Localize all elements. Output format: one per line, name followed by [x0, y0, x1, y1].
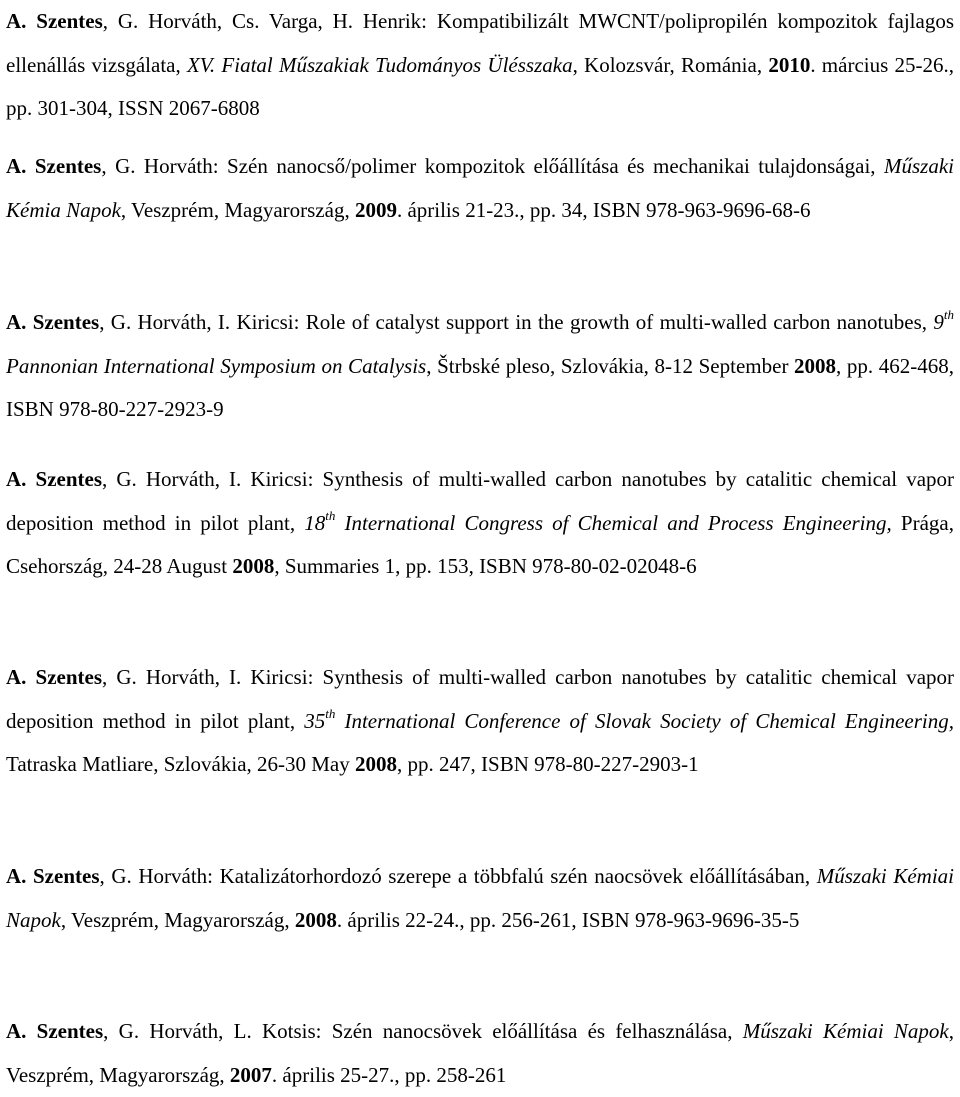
location: , Veszprém, Magyarország,: [6, 1019, 954, 1087]
venue: International Conference of Slovak Society of Chemical Engineering,: [335, 708, 954, 733]
location: Tatraska Matliare, Szlovákia, 26-30 May: [6, 752, 356, 776]
location: Prága, Csehország, 24-28 August: [6, 510, 954, 578]
coauthors: , G. Horváth, I. Kiricsi:: [102, 665, 323, 689]
year: 2009: [354, 197, 397, 222]
paper-title: Katalizátorhordozó szerepe a többfalú szén naocsövek előállításában,: [219, 864, 817, 888]
author-name: A. Szentes: [6, 467, 103, 491]
pages-isbn: , Summaries 1, pp. 153, ISBN 978-80-02-02048-6: [274, 554, 697, 578]
year: 2008: [794, 353, 837, 378]
venue: Műszaki Kémiai Napok: [6, 864, 954, 932]
paper-title: Szén nanocsövek előállítása és felhasználása,: [331, 1019, 743, 1043]
pages-isbn: , pp. 247, ISBN 978-80-227-2903-1: [397, 752, 699, 776]
paper-title: Synthesis of multi-walled carbon nanotubes by catalitic chemical vapor deposition method in pilot plant,: [6, 665, 955, 733]
reference-item: [6, 656, 954, 787]
year: 2008: [294, 907, 337, 932]
ordinal: 9: [933, 310, 944, 334]
paper-title: Synthesis of multi-walled carbon nanotubes by catalitic chemical vapor deposition method in pilot plant,: [6, 467, 955, 535]
venue: Pannonian International Symposium on Catalysis: [6, 353, 427, 378]
ordinal: 35: [304, 708, 326, 733]
author-name: A. Szentes: [6, 864, 100, 888]
reference-item: [6, 0, 954, 131]
location: , Štrbské pleso, Szlovákia, 8-12 September: [426, 353, 795, 378]
paper-title: Kompatibilizált MWCNT/polipropilén kompozitok fajlagos ellenállás vizsgálata,: [6, 9, 954, 77]
reference-item: [6, 855, 954, 942]
coauthors: , G. Horváth, I. Kiricsi:: [99, 310, 306, 334]
pages-issn: . március 25-26., pp. 301-304, ISSN 2067-6808: [6, 52, 954, 120]
venue: International Congress of Chemical and Process Engineering,: [335, 510, 892, 535]
ordinal-suffix: th: [943, 307, 954, 322]
venue: Fiatal Műszakiak Tudományos Ülésszaka: [221, 52, 573, 77]
coauthors: , G. Horváth, Cs. Varga, H. Henrik:: [102, 9, 437, 33]
year: 2010: [768, 52, 811, 77]
reference-item: [6, 458, 954, 589]
year: 2008: [355, 752, 398, 776]
ordinal-suffix: th: [325, 705, 336, 721]
venue: Műszaki Kémiai Napok: [742, 1019, 949, 1043]
location: , Veszprém, Magyarország,: [120, 197, 355, 222]
reference-item: [6, 145, 954, 232]
author-name: A. Szentes: [6, 1019, 104, 1043]
author-name: A. Szentes: [6, 154, 102, 178]
coauthors: , G. Horváth:: [101, 154, 228, 178]
location: , Kolozsvár, Románia,: [572, 52, 769, 77]
coauthors: , G. Horváth, L. Kotsis:: [103, 1019, 332, 1043]
pages-isbn: . április 22-24., pp. 256-261, ISBN 978-963-9696-35-5: [336, 907, 800, 932]
author-name: A. Szentes: [6, 665, 103, 689]
author-name: A. Szentes: [6, 9, 103, 33]
location: , Veszprém, Magyarország,: [60, 907, 295, 932]
pages: . április 25-27., pp. 258-261: [271, 1062, 507, 1087]
reference-item: [6, 1010, 954, 1097]
year: 2007: [229, 1062, 272, 1087]
volume: XV.: [186, 52, 222, 77]
ordinal-suffix: th: [325, 507, 336, 523]
coauthors: , G. Horváth:: [99, 864, 220, 888]
year: 2008: [232, 554, 275, 578]
pages-isbn: . április 21-23., pp. 34, ISBN 978-963-9696-68-6: [396, 197, 811, 222]
venue: Műszaki Kémia Napok: [6, 154, 954, 222]
ordinal: 18: [304, 510, 326, 535]
reference-item: [6, 301, 954, 432]
pages-isbn: , pp. 462-468, ISBN 978-80-227-2923-9: [6, 353, 954, 421]
paper-title: Szén nanocső/polimer kompozitok előállítása és mechanikai tulajdonságai,: [227, 154, 884, 178]
author-name: A. Szentes: [6, 310, 100, 334]
coauthors: , G. Horváth, I. Kiricsi:: [102, 467, 323, 491]
paper-title: Role of catalyst support in the growth of multi-walled carbon nanotubes,: [305, 310, 934, 334]
